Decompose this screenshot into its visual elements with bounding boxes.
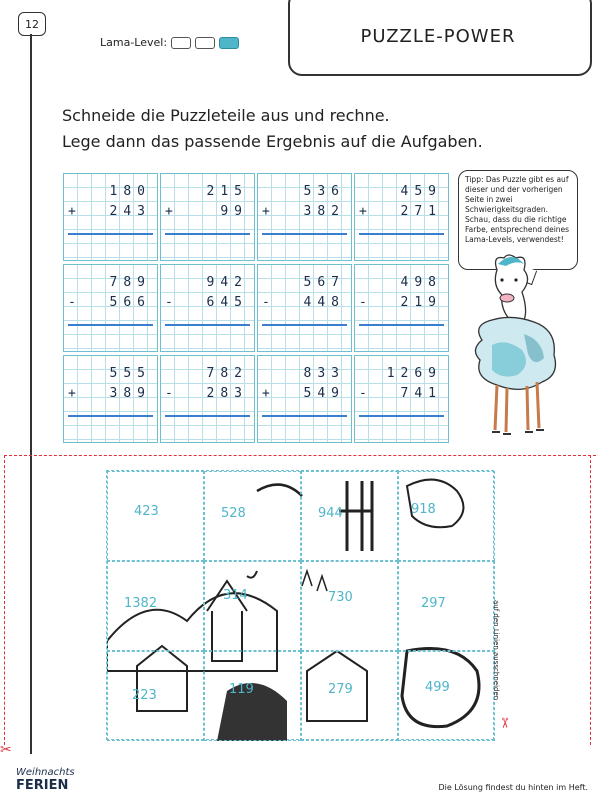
result-line — [262, 324, 347, 326]
result-line — [359, 324, 444, 326]
puzzle-piece[interactable] — [301, 471, 398, 561]
task-operator: + — [262, 386, 270, 401]
task-box — [354, 355, 449, 443]
result-line — [262, 415, 347, 417]
task-box — [160, 355, 255, 443]
task-box — [354, 173, 449, 261]
page-title: PUZZLE-POWER — [360, 26, 516, 47]
puzzle-piece-number: 314 — [223, 588, 248, 603]
tip-bubble: Tipp: Das Puzzle gibt es auf dieser und der vorherigen Seite in zwei Schwierigkeitsgraden. Schau, dass du die richtige Farbe, entsprechend deines Lama-Levels, verwendest! — [458, 170, 578, 270]
llama-illustration — [462, 250, 562, 445]
puzzle-piece[interactable] — [204, 651, 301, 741]
result-line — [165, 233, 250, 235]
puzzle-piece-number: 730 — [328, 590, 353, 605]
task-operator: + — [262, 204, 270, 219]
puzzle-piece-number: 279 — [328, 682, 353, 697]
task-operator: - — [165, 295, 173, 310]
logo-top-text: Weihnachts — [16, 767, 75, 778]
puzzle-piece[interactable] — [204, 471, 301, 561]
task-box — [257, 355, 352, 443]
task-box — [354, 264, 449, 352]
result-line — [68, 415, 153, 417]
task-first-number: 567 — [303, 275, 345, 290]
task-first-number: 833 — [303, 366, 345, 381]
puzzle-piece[interactable] — [107, 651, 204, 741]
task-second-number: 389 — [109, 386, 151, 401]
puzzle-piece-number: 944 — [318, 506, 343, 521]
result-line — [262, 233, 347, 235]
puzzle-piece[interactable] — [301, 651, 398, 741]
instruction-2: Lege dann das passende Ergebnis auf die Aufgaben. — [62, 132, 483, 151]
instruction-1: Schneide die Puzzleteile aus und rechne. — [62, 106, 390, 125]
lama-level — [100, 36, 239, 49]
puzzle-piece[interactable] — [107, 471, 204, 561]
puzzle-piece[interactable] — [107, 561, 204, 651]
task-box — [160, 264, 255, 352]
puzzle-piece-number: 223 — [132, 688, 157, 703]
cut-line-right — [590, 455, 591, 745]
puzzle-piece[interactable] — [204, 561, 301, 651]
level-box-2 — [195, 37, 215, 49]
puzzle-piece-number: 918 — [411, 502, 436, 517]
result-line — [165, 324, 250, 326]
puzzle-piece-number: 423 — [134, 504, 159, 519]
task-first-number: 789 — [109, 275, 151, 290]
task-first-number: 555 — [109, 366, 151, 381]
result-line — [68, 324, 153, 326]
task-operator: + — [68, 204, 76, 219]
puzzle-piece-number: 297 — [421, 596, 446, 611]
scissors-icon: ✂ — [495, 717, 512, 729]
task-second-number: 645 — [206, 295, 248, 310]
task-first-number: 180 — [109, 184, 151, 199]
puzzle-area — [106, 470, 494, 740]
cut-line-horizontal — [4, 455, 596, 456]
puzzle-piece[interactable] — [398, 561, 495, 651]
task-box — [63, 264, 158, 352]
task-operator: + — [359, 204, 367, 219]
task-second-number: 566 — [109, 295, 151, 310]
puzzle-piece[interactable] — [301, 561, 398, 651]
lama-level-label: Lama-Level: — [100, 36, 168, 49]
task-operator: - — [359, 386, 367, 401]
scissors-icon: ✂ — [0, 742, 12, 758]
task-operator: - — [262, 295, 270, 310]
puzzle-piece-number: 1382 — [124, 596, 158, 611]
task-operator: + — [68, 386, 76, 401]
task-second-number: 741 — [400, 386, 442, 401]
level-box-3 — [219, 37, 239, 49]
task-second-number: 219 — [400, 295, 442, 310]
result-line — [359, 415, 444, 417]
task-box — [257, 173, 352, 261]
puzzle-piece[interactable] — [398, 471, 495, 561]
task-second-number: 448 — [303, 295, 345, 310]
puzzle-piece[interactable] — [398, 651, 495, 741]
brand-logo — [16, 766, 75, 792]
task-box — [160, 173, 255, 261]
task-box — [63, 173, 158, 261]
page-frame-left — [30, 34, 32, 754]
task-operator: - — [165, 386, 173, 401]
task-second-number: 549 — [303, 386, 345, 401]
task-first-number: 459 — [400, 184, 442, 199]
puzzle-piece-number: 528 — [221, 506, 246, 521]
puzzle-piece-number: 499 — [425, 680, 450, 695]
page-number: 12 — [18, 12, 46, 36]
task-second-number: 283 — [206, 386, 248, 401]
solution-note: Die Lösung findest du hinten im Heft. — [438, 783, 588, 792]
level-box-1 — [171, 37, 191, 49]
task-second-number: 271 — [400, 204, 442, 219]
task-second-number: 382 — [303, 204, 345, 219]
cut-line-left — [4, 455, 5, 745]
puzzle-piece-number: 119 — [229, 682, 254, 697]
cut-instruction: auf den Linien ausschneiden — [492, 600, 500, 701]
task-grid — [63, 173, 453, 443]
result-line — [165, 415, 250, 417]
task-operator: - — [68, 295, 76, 310]
task-operator: - — [359, 295, 367, 310]
task-first-number: 536 — [303, 184, 345, 199]
result-line — [359, 233, 444, 235]
task-first-number: 215 — [206, 184, 248, 199]
task-box — [63, 355, 158, 443]
task-first-number: 1269 — [386, 366, 442, 381]
result-line — [68, 233, 153, 235]
task-second-number: 243 — [109, 204, 151, 219]
task-operator: + — [165, 204, 173, 219]
task-second-number: 99 — [220, 204, 248, 219]
logo-bottom-text: FERIEN — [16, 778, 69, 793]
task-first-number: 782 — [206, 366, 248, 381]
task-first-number: 498 — [400, 275, 442, 290]
task-box — [257, 264, 352, 352]
task-first-number: 942 — [206, 275, 248, 290]
